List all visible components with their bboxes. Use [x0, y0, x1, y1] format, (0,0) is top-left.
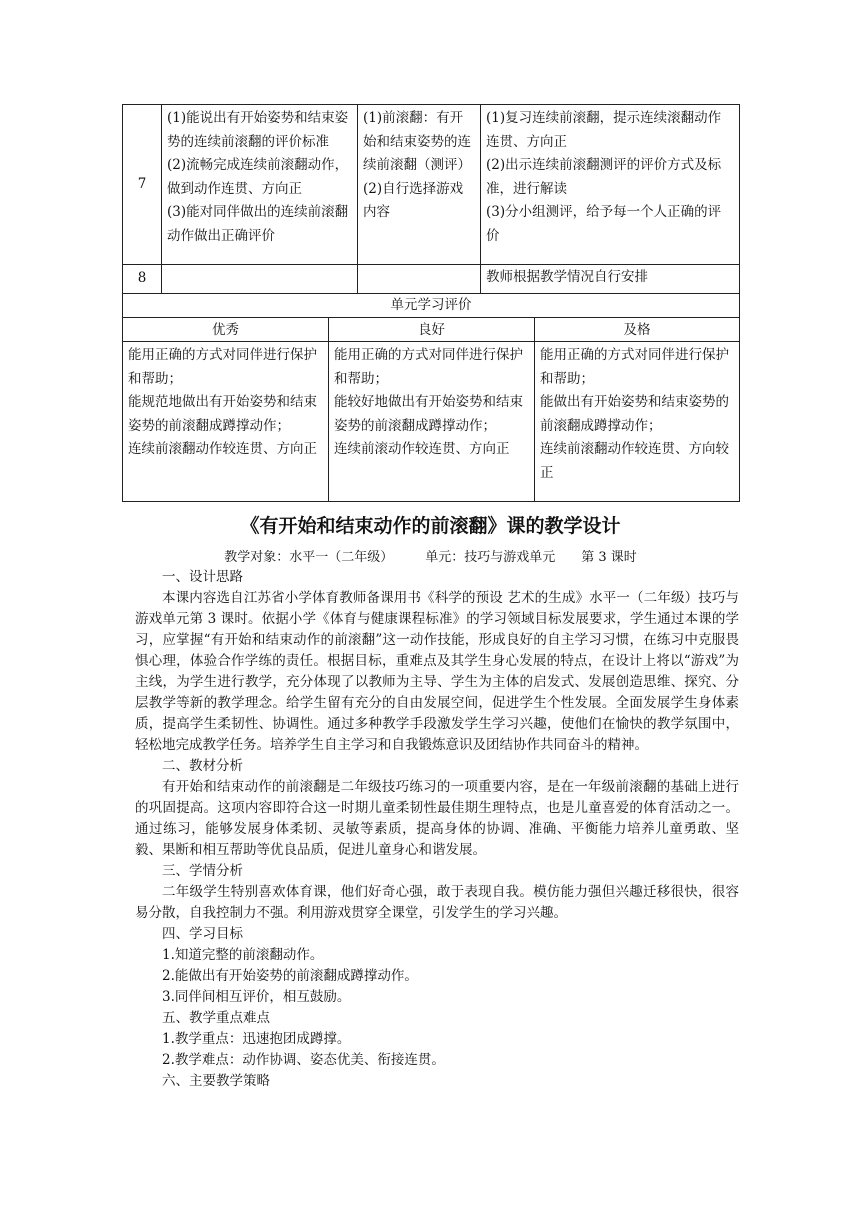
criteria-good — [329, 342, 535, 502]
list-item: 1.教学重点：迅速抱团成蹲撑。 — [162, 1031, 351, 1047]
lesson-plan-tables — [122, 104, 739, 502]
criteria-pass — [535, 342, 740, 502]
activities-text: (1)复习连续前滚翻，提示连续滚翻动作连贯、方向正 (2)出示连续前滚翻测评的评价方式及标准，进行解读 (3)分小组测评，给予每一个人正确的评价 — [486, 110, 722, 244]
lesson-number-cell: 8 — [123, 265, 162, 294]
section-heading: 五、教学重点难点 — [162, 1010, 270, 1026]
content-text: (1)前滚翻：有开始和结束姿势的连续前滚翻（测评） (2)自行选择游戏内容 — [363, 110, 471, 220]
lesson-number-cell: 7 — [123, 105, 162, 265]
meta-lesson: 第 3 课时 — [581, 550, 637, 565]
unit-evaluation-table — [122, 294, 740, 503]
criteria-text: 能用正确的方式对同伴进行保护和帮助； 能较好地做出有开始姿势和结束姿势的前滚翻成蹲撑动作； 连续前滚动作较连贯、方向正 — [334, 347, 523, 457]
document-title: 《有开始和结束动作的前滚翻》课的教学设计 — [240, 515, 621, 537]
section-paragraph: 二年级学生特别喜欢体育课，他们好奇心强，敢于表现自我。模仿能力强但兴趣迁移很快，很容易分散，自我控制力不强。利用游戏贯穿全课堂，引发学生的学习兴趣。 — [135, 884, 739, 921]
meta-unit: 单元：技巧与游戏单元 — [425, 550, 556, 565]
section-heading: 三、学情分析 — [162, 863, 243, 879]
objectives-text: (1)能说出有开始姿势和结束姿势的连续前滚翻的评价标准 (2)流畅完成连续前滚翻动作，做到动作连贯、方向正 (3)能对同伴做出的连续前滚翻动作做出正确评价 — [167, 110, 349, 244]
activities-cell: 教师根据教学情况自行安排 — [481, 265, 740, 294]
section-paragraph: 本课内容选自江苏省小学体育教师备课用书《科学的预设 艺术的生成》水平一（二年级）技巧与游戏单元第 3 课时。依据小学《体育与健康课程标准》的学习领域目标发展要求，学生通过本课的学习，应掌握“有开始和结束动作的前滚翻”这一动作技能，形成良好的自主学习习惯，在练习中克服畏惧心理，体验合作学练的责任。根据目标，重难点及其学生身心发展的特点，在设计上将以“游戏”为主线，为学生进行教学，充分体现了以教师为主导、学生为主体的启发式、发展创造思维、探究、分层教学等新的教学理念。给学生留有充分的自由发展空间，促进学生个性发展。全面发展学生身体素质，提高学生柔韧性、协调性。通过多种教学手段激发学生学习兴趣，使他们在愉快的教学氛围中，轻松地完成教学任务。培养学生自主学习和自我锻炼意识及团结协作共同奋斗的精神。 — [135, 590, 739, 753]
content-cell — [358, 105, 481, 265]
header-pass: 及格 — [535, 318, 740, 342]
lesson-meta — [122, 546, 739, 565]
list-item: 2.能做出有开始姿势的前滚翻成蹲撑动作。 — [162, 968, 418, 984]
section-heading: 二、教材分析 — [162, 758, 243, 774]
meta-object: 教学对象：水平一（二年级） — [224, 550, 394, 565]
criteria-text: 能用正确的方式对同伴进行保护和帮助； 能规范地做出有开始姿势和结束姿势的前滚翻成蹲撑动作； 连续前滚翻动作较连贯、方向正 — [128, 347, 317, 457]
criteria-excellent — [123, 342, 329, 502]
list-item: 1.知道完整的前滚翻动作。 — [162, 947, 324, 963]
header-excellent: 优秀 — [123, 318, 329, 342]
unit-schedule-table — [122, 104, 740, 294]
evaluation-title: 单元学习评价 — [123, 294, 740, 318]
objectives-cell — [162, 265, 358, 294]
content-cell — [358, 265, 481, 294]
list-item: 3.同伴间相互评价，相互鼓励。 — [162, 989, 351, 1005]
section-heading: 四、学习目标 — [162, 926, 243, 942]
header-good: 良好 — [329, 318, 535, 342]
section-paragraph: 有开始和结束动作的前滚翻是二年级技巧练习的一项重要内容，是在一年级前滚翻的基础上进行的巩固提高。这项内容即符合这一时期儿童柔韧性最佳期生理特点，也是儿童喜爱的体育活动之一。通过练习，能够发展身体柔韧、灵敏等素质，提高身体的协调、准确、平衡能力培养儿童勇敢、坚毅、果断和相互帮助等优良品质，促进儿童身心和谐发展。 — [135, 779, 739, 858]
section-heading: 一、设计思路 — [162, 569, 243, 585]
criteria-text: 能用正确的方式对同伴进行保护和帮助； 能做出有开始姿势和结束姿势的前滚翻成蹲撑动作； 连续前滚翻动作较连贯、方向较正 — [540, 347, 729, 481]
table-row — [123, 294, 740, 318]
table-row — [123, 105, 740, 265]
table-row — [123, 342, 740, 502]
table-row — [123, 318, 740, 342]
activities-cell — [481, 105, 740, 265]
objectives-cell — [162, 105, 358, 265]
section-heading: 六、主要教学策略 — [162, 1073, 270, 1089]
document-body — [135, 567, 739, 1092]
table-row — [123, 265, 740, 294]
list-item: 2.教学难点：动作协调、姿态优美、衔接连贯。 — [162, 1052, 445, 1068]
